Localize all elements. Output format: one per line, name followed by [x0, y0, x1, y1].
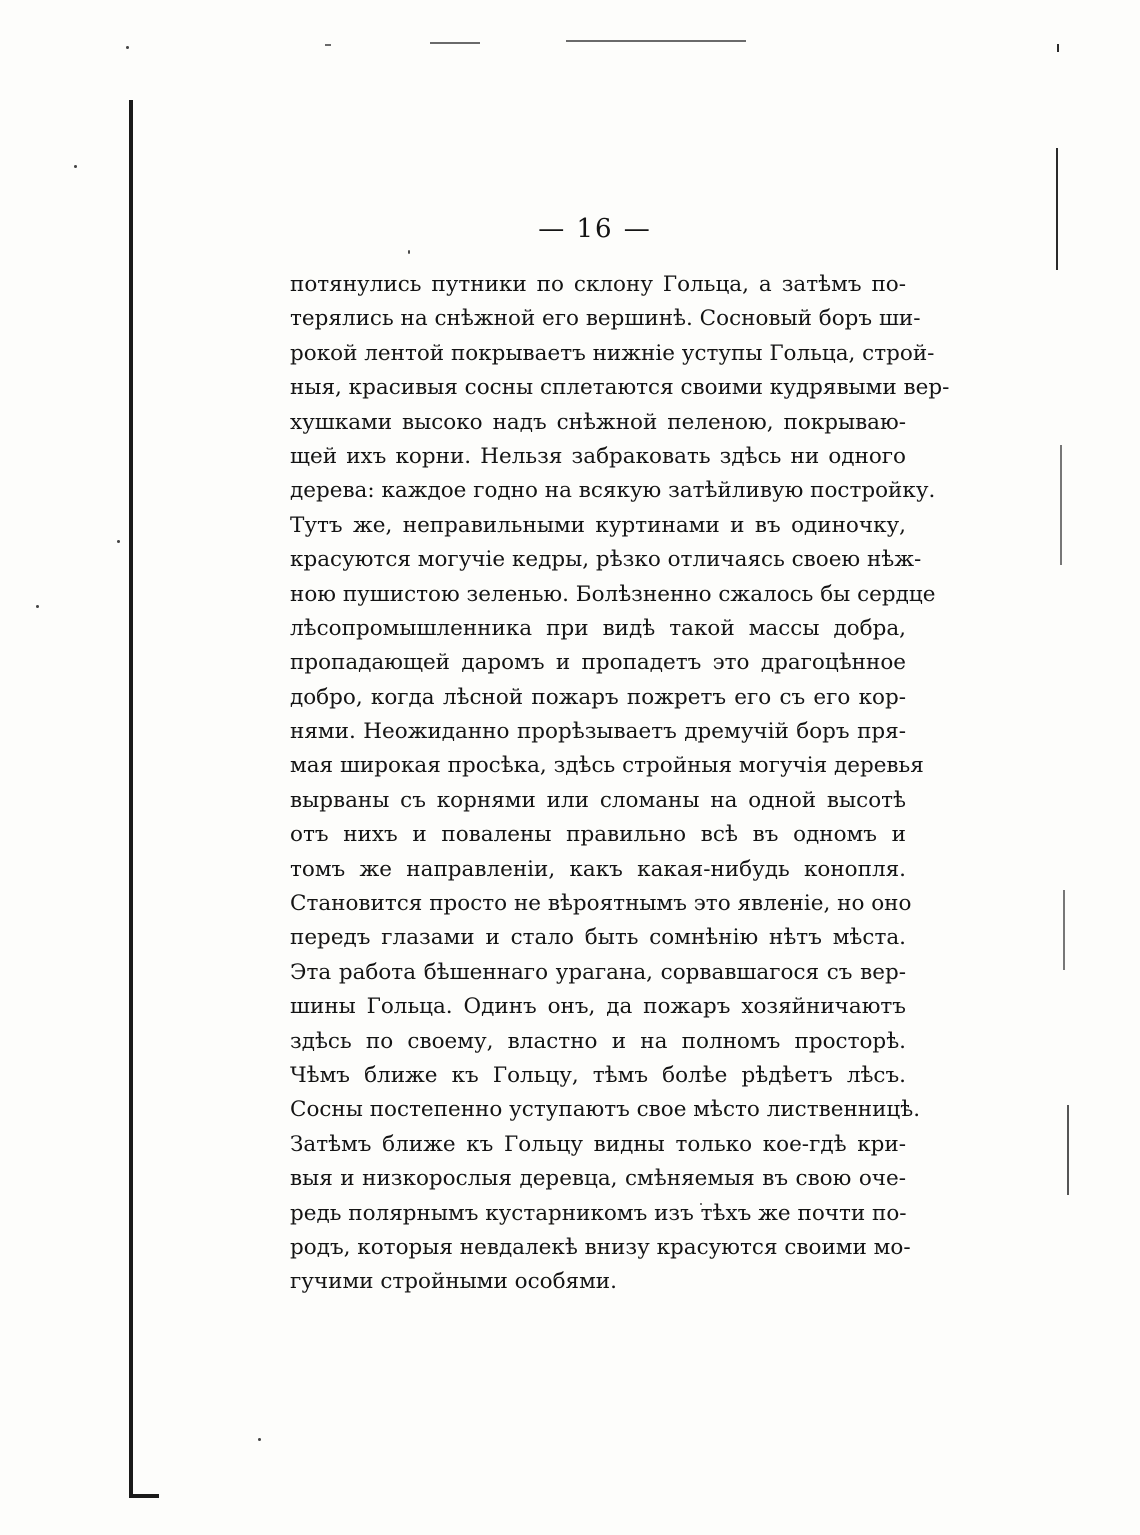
scan-top-mark-3: [325, 44, 331, 46]
text-line: здѣсь по своему, властно и на полномъ просторѣ.: [290, 1028, 906, 1054]
text-line: выя и низкорослыя деревца, смѣняемыя въ свою оче-: [290, 1166, 906, 1192]
scan-bottom-left-edge: [129, 1494, 159, 1498]
text-line: пропадающей даромъ и пропадетъ это драгоцѣнное: [290, 650, 906, 676]
page-number: — 16 —: [538, 214, 652, 244]
text-line: Тутъ же, неправильными куртинами и въ одиночку,: [290, 512, 906, 538]
scan-left-edge: [129, 100, 133, 1498]
text-line: хушками высоко надъ снѣжной пеленою, покрываю-: [290, 409, 906, 435]
scan-speck-6: [258, 1438, 261, 1441]
text-line: добро, когда лѣсной пожаръ пожретъ его съ его кор-: [290, 684, 906, 710]
text-line: мая широкая просѣка, здѣсь стройныя могучія деревья: [290, 753, 924, 779]
text-line: нями. Неожиданно прорѣзываетъ дремучій боръ пря-: [290, 719, 906, 745]
text-line: Затѣмъ ближе къ Гольцу видны только кое-гдѣ кри-: [290, 1131, 906, 1157]
body-text: [290, 268, 950, 1300]
text-line: ною пушистою зеленью. Болѣзненно сжалось бы сердце: [290, 581, 936, 607]
text-line: Чѣмъ ближе къ Гольцу, тѣмъ болѣе рѣдѣетъ лѣсъ.: [290, 1062, 906, 1088]
text-line: Эта работа бѣшеннаго урагана, сорвавшагося съ вер-: [290, 959, 906, 985]
text-line: гучими стройными особями.: [290, 1269, 617, 1295]
text-line: дерева: каждое годно на всякую затѣйливую постройку.: [290, 478, 936, 504]
text-line: лѣсопромышленника при видѣ такой массы добра,: [290, 615, 906, 641]
text-line: Становится просто не вѣроятнымъ это явленіе, но оно: [290, 891, 912, 917]
text-line: томъ же направленіи, какъ какая-нибудь конопля.: [290, 856, 906, 882]
scan-right-mark-1: [1056, 148, 1058, 270]
scan-top-mark-2: [566, 40, 746, 42]
scan-right-mark-5: [1067, 1105, 1069, 1195]
text-line: отъ нихъ и повалены правильно всѣ въ одномъ и: [290, 822, 906, 848]
text-line: передъ глазами и стало быть сомнѣнію нѣтъ мѣста.: [290, 925, 906, 951]
scan-right-mark-4: [1063, 890, 1065, 970]
scan-speck-2: [74, 165, 77, 168]
text-line: потянулись путники по склону Гольца, а затѣмъ по-: [290, 272, 906, 297]
text-line: Сосны постепенно уступаютъ свое мѣсто лиственницѣ.: [290, 1097, 921, 1123]
text-line: красуются могучіе кедры, рѣзко отличаясь своею нѣж-: [290, 547, 922, 573]
text-line: редь полярнымъ кустарникомъ изъ тѣхъ же почти по-: [290, 1200, 907, 1226]
text-line: родъ, которыя невдалекѣ внизу красуются своими мо-: [290, 1234, 911, 1260]
text-line: вырваны съ корнями или сломаны на одной высотѣ: [290, 787, 906, 813]
text-line: шины Гольца. Одинъ онъ, да пожаръ хозяйничаютъ: [290, 994, 906, 1020]
scan-speck-3: [117, 540, 120, 543]
scan-speck-1: [126, 46, 129, 49]
text-line: рокой лентой покрываетъ нижніе уступы Гольца, строй-: [290, 340, 935, 366]
scan-top-mark-1: [430, 42, 480, 44]
text-line: терялись на снѣжной его вершинѣ. Сосновый боръ ши-: [290, 306, 921, 332]
scan-speck-4: [36, 605, 39, 608]
scan-speck-5: [408, 250, 410, 254]
text-line: щей ихъ корни. Нельзя забраковать здѣсь ни одного: [290, 443, 906, 469]
scan-right-mark-3: [1060, 445, 1062, 565]
text-line: ныя, красивыя сосны сплетаются своими кудрявыми вер-: [290, 375, 950, 401]
scan-right-mark-2: [1057, 44, 1059, 52]
